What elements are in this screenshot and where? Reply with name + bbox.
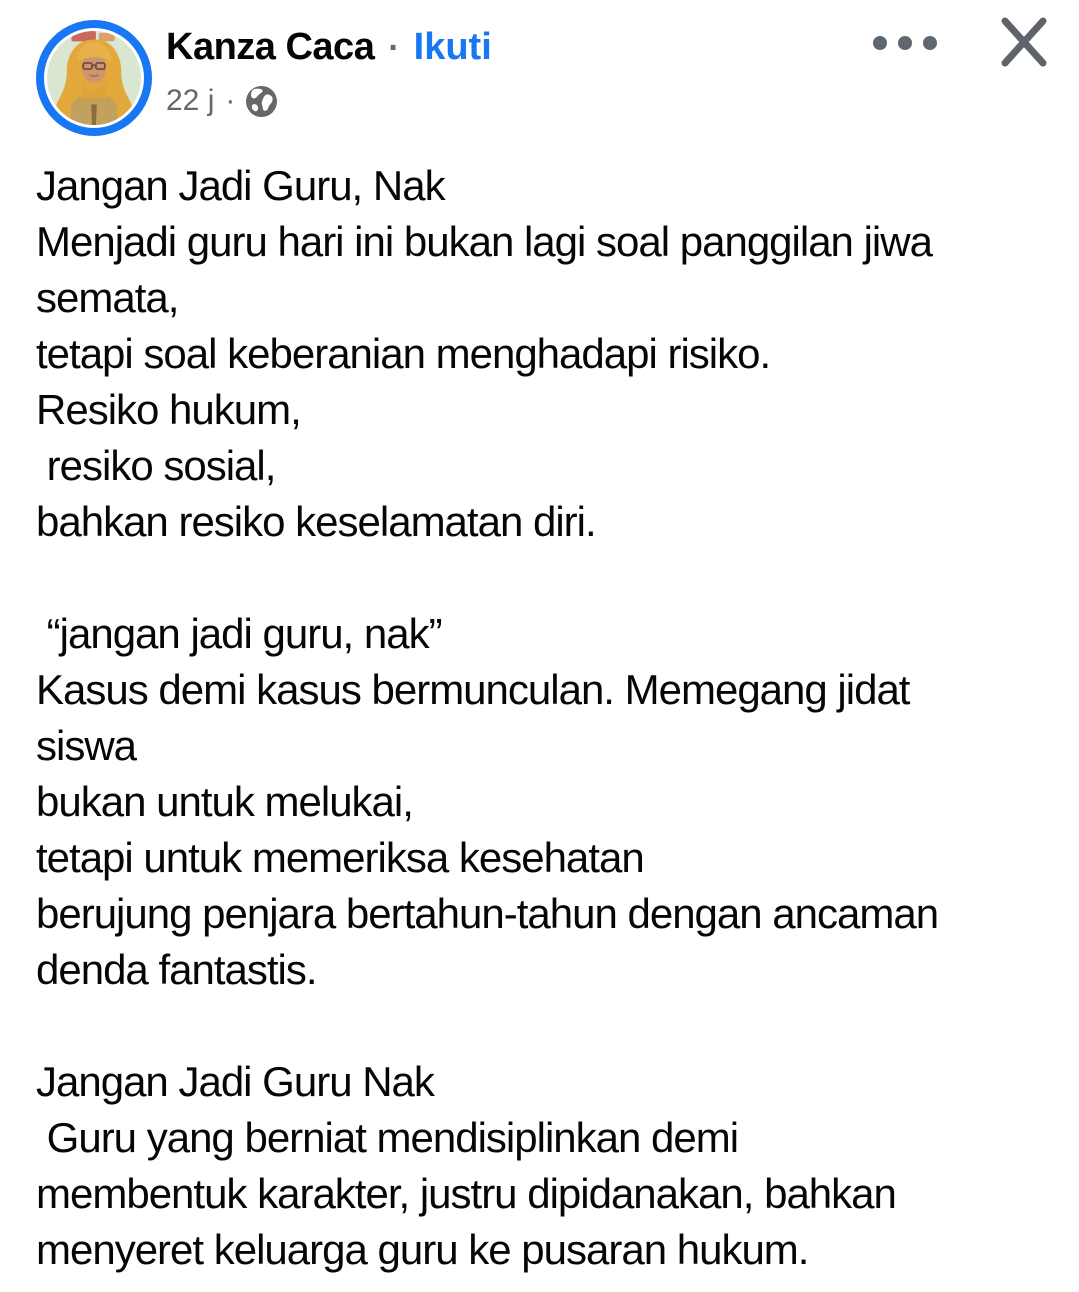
post-text-line: siswa — [36, 722, 137, 769]
post-text-line — [36, 998, 1076, 1054]
post-text — [36, 158, 1076, 1278]
post-text-line: Guru yang berniat mendisiplinkan demi — [36, 1114, 739, 1161]
post-text-line: Resiko hukum, — [36, 386, 301, 433]
avatar-illustration — [47, 31, 141, 125]
post-text-line: membentuk karakter, justru dipidanakan, bahkan — [36, 1170, 896, 1217]
post-text-line: tetapi untuk memeriksa kesehatan — [36, 834, 644, 881]
timestamp[interactable]: 22 j — [166, 84, 215, 117]
post-text-line: bahkan resiko keselamatan diri. — [36, 498, 596, 545]
post-text-line: menyeret keluarga guru ke pusaran hukum. — [36, 1226, 809, 1273]
post-text-line: Menjadi guru hari ini bukan lagi soal panggilan jiwa — [36, 218, 932, 265]
post-text-line: Kasus demi kasus bermunculan. Memegang jidat — [36, 666, 910, 713]
close-icon[interactable] — [996, 14, 1052, 70]
avatar[interactable] — [36, 20, 152, 136]
profile-name[interactable]: Kanza Caca — [166, 26, 375, 68]
post-text-line: resiko sosial, — [36, 442, 276, 489]
meta-separator: · — [225, 84, 236, 117]
post-header — [0, 0, 1079, 150]
name-separator: · — [388, 29, 400, 67]
avatar-photo — [47, 31, 141, 125]
post-text-line: semata, — [36, 274, 179, 321]
follow-button[interactable]: Ikuti — [413, 26, 492, 68]
globe-icon — [246, 86, 277, 117]
more-options-icon[interactable] — [872, 22, 938, 64]
post-text-line: “jangan jadi guru, nak” — [36, 610, 442, 657]
post-text-line: berujung penjara bertahun-tahun dengan ancaman — [36, 890, 939, 937]
ellipsis-dot — [923, 36, 937, 50]
ellipsis-dot — [898, 36, 912, 50]
post-text-line: denda fantastis. — [36, 946, 317, 993]
post-text-line: bukan untuk melukai, — [36, 778, 413, 825]
name-row — [166, 26, 492, 69]
post-text-line: Jangan Jadi Guru, Nak — [36, 162, 445, 209]
ellipsis-dot — [873, 36, 887, 50]
post-text-line: tetapi soal keberanian menghadapi risiko. — [36, 330, 771, 377]
meta-row — [166, 84, 277, 118]
post-text-line: Jangan Jadi Guru Nak — [36, 1058, 434, 1105]
post-text-line — [36, 550, 1076, 606]
